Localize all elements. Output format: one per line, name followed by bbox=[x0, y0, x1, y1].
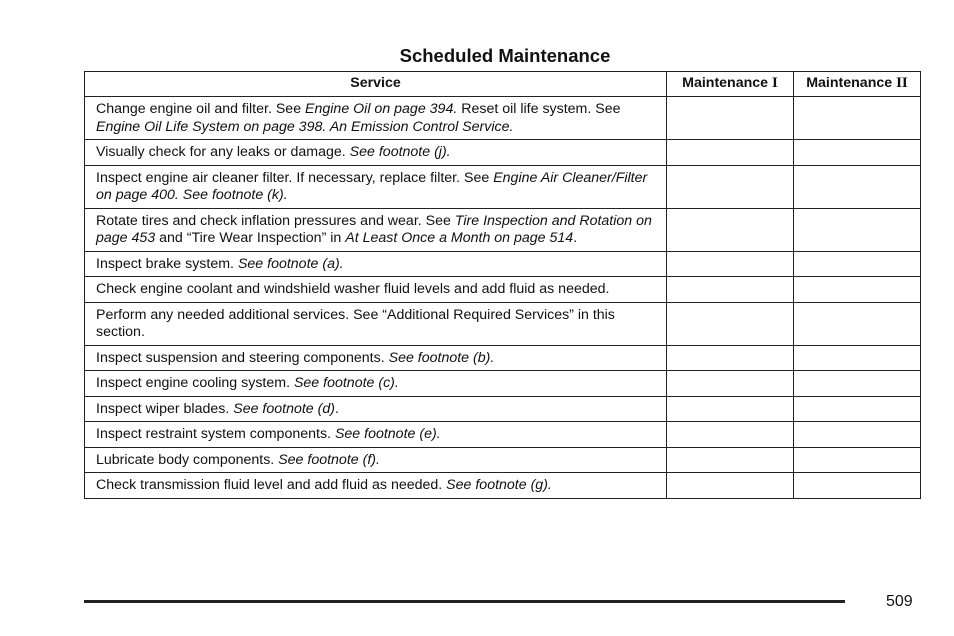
maintenance-2-cell bbox=[794, 251, 921, 277]
maintenance-1-column-header bbox=[667, 72, 794, 97]
service-cell bbox=[85, 140, 667, 166]
table-row bbox=[85, 396, 921, 422]
service-cell bbox=[85, 473, 667, 499]
service-text: See footnote (b). bbox=[388, 349, 495, 366]
maintenance-2-cell bbox=[794, 302, 921, 345]
table-row bbox=[85, 277, 921, 303]
service-text: Inspect wiper blades. bbox=[96, 400, 234, 417]
service-cell bbox=[85, 371, 667, 397]
maintenance-1-cell bbox=[667, 251, 794, 277]
maintenance-1-cell bbox=[667, 396, 794, 422]
maintenance-1-cell bbox=[667, 277, 794, 303]
service-text: Reset oil life system. See bbox=[457, 101, 621, 117]
service-text: . bbox=[573, 230, 578, 246]
service-text: See footnote (c). bbox=[293, 375, 399, 391]
table-row bbox=[85, 473, 921, 499]
table-row bbox=[85, 302, 921, 345]
service-text: . bbox=[334, 400, 339, 417]
maintenance-2-cell bbox=[794, 473, 921, 499]
table-header-row bbox=[85, 72, 921, 97]
service-cell bbox=[85, 97, 667, 140]
table-row bbox=[85, 97, 921, 140]
service-cell bbox=[85, 345, 667, 371]
service-cell bbox=[85, 208, 667, 251]
maintenance-1-cell bbox=[667, 371, 794, 397]
maintenance-1-cell bbox=[667, 165, 794, 208]
table-row bbox=[85, 345, 921, 371]
maintenance-1-cell bbox=[667, 422, 794, 448]
service-text: Engine Oil Life System on page 398. An Emission Control Service. bbox=[96, 118, 514, 135]
maintenance-2-cell bbox=[794, 396, 921, 422]
service-text: Rotate tires and check inflation pressures and wear. See bbox=[96, 212, 455, 229]
table-row bbox=[85, 422, 921, 448]
table-row bbox=[85, 165, 921, 208]
footer-rule bbox=[84, 600, 845, 603]
service-text: See footnote (a). bbox=[237, 255, 344, 272]
maintenance-1-cell bbox=[667, 447, 794, 473]
table-row bbox=[85, 251, 921, 277]
service-text: Tire Inspection and Rotation on page 453 bbox=[96, 212, 652, 246]
table-row bbox=[85, 371, 921, 397]
service-cell bbox=[85, 447, 667, 473]
table-row bbox=[85, 447, 921, 473]
service-column-header bbox=[85, 72, 667, 97]
service-text: At Least Once a Month on page 514 bbox=[345, 230, 574, 246]
page-title: Scheduled Maintenance bbox=[399, 45, 611, 66]
service-text: Inspect engine air cleaner filter. If necessary, replace filter. See bbox=[96, 169, 494, 186]
maintenance-table bbox=[84, 71, 921, 499]
maintenance-1-cell bbox=[667, 97, 794, 140]
table-row bbox=[85, 140, 921, 166]
service-cell bbox=[85, 251, 667, 277]
service-cell bbox=[85, 422, 667, 448]
service-text: Check engine coolant and windshield washer fluid levels and add fluid as needed. bbox=[96, 281, 610, 297]
service-text: Perform any needed additional services. See “Additional Required Services” in this section. bbox=[96, 306, 615, 340]
page-number: 509 bbox=[886, 593, 913, 610]
table-body bbox=[85, 97, 921, 499]
maintenance-1-cell bbox=[667, 208, 794, 251]
service-text: See footnote (f). bbox=[278, 451, 380, 468]
service-text: Check transmission fluid level and add fluid as needed. bbox=[96, 477, 447, 493]
service-cell bbox=[85, 165, 667, 208]
maintenance-1-cell bbox=[667, 473, 794, 499]
service-header-label: Service bbox=[350, 75, 401, 91]
service-cell bbox=[85, 396, 667, 422]
maintenance-2-cell bbox=[794, 371, 921, 397]
service-text: Inspect suspension and steering components. bbox=[96, 349, 389, 366]
maintenance-1-cell bbox=[667, 140, 794, 166]
table-row bbox=[85, 208, 921, 251]
maintenance-2-cell bbox=[794, 422, 921, 448]
service-text: Inspect brake system. bbox=[96, 255, 238, 272]
maintenance-1-cell bbox=[667, 345, 794, 371]
maintenance-2-cell bbox=[794, 97, 921, 140]
service-text: Visually check for any leaks or damage. bbox=[96, 144, 350, 160]
maintenance-2-numeral: II bbox=[896, 75, 908, 91]
service-text: Change engine oil and filter. See bbox=[96, 101, 306, 117]
service-cell bbox=[85, 302, 667, 345]
service-text: Inspect engine cooling system. bbox=[96, 375, 294, 391]
service-text: Engine Oil on page 394. bbox=[305, 101, 458, 117]
maintenance-2-label: Maintenance bbox=[806, 75, 897, 91]
maintenance-2-cell bbox=[794, 345, 921, 371]
maintenance-2-cell bbox=[794, 277, 921, 303]
service-text: Lubricate body components. bbox=[96, 451, 279, 468]
maintenance-2-cell bbox=[794, 208, 921, 251]
maintenance-1-cell bbox=[667, 302, 794, 345]
maintenance-2-cell bbox=[794, 447, 921, 473]
service-text: See footnote (j). bbox=[349, 144, 451, 160]
service-cell bbox=[85, 277, 667, 303]
maintenance-2-cell bbox=[794, 140, 921, 166]
service-text: and “Tire Wear Inspection” in bbox=[155, 230, 346, 246]
maintenance-2-column-header bbox=[794, 72, 921, 97]
service-text: See footnote (e). bbox=[334, 426, 441, 442]
service-text: See footnote (d) bbox=[233, 400, 335, 417]
service-text: Engine Air Cleaner/Filter on page 400. See footnote (k). bbox=[96, 169, 648, 203]
service-text: See footnote (g). bbox=[446, 477, 552, 493]
service-text: Inspect restraint system components. bbox=[96, 426, 335, 442]
maintenance-1-numeral: I bbox=[772, 75, 778, 91]
maintenance-2-cell bbox=[794, 165, 921, 208]
maintenance-1-label: Maintenance bbox=[682, 75, 773, 91]
